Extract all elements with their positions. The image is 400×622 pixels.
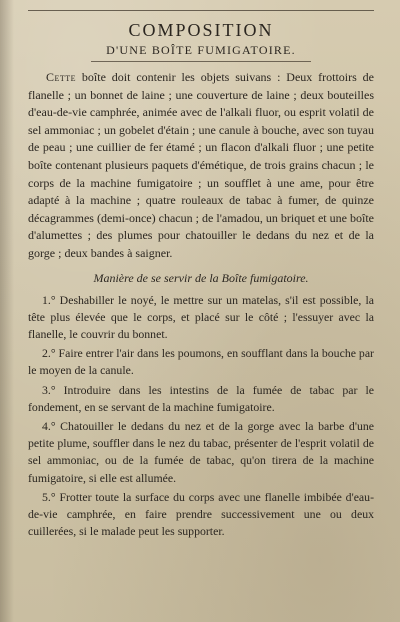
title-divider xyxy=(91,61,311,62)
step-3 xyxy=(28,382,374,416)
step-4 xyxy=(28,418,374,487)
step-2 xyxy=(28,345,374,379)
step-number: 3.° xyxy=(42,382,56,397)
step-text: Frotter toute la surface du corps avec une flanelle imbibée d'eau-de-vie camphrée, en faire prendre successivement une ou deux cuillerées, si le malade peut les supporter. xyxy=(28,489,374,539)
document-subtitle: D'UNE BOÎTE FUMIGATOIRE. xyxy=(106,43,296,57)
step-number: 2.° xyxy=(42,346,56,361)
section-heading: Manière de se servir de la Boîte fumigatoire. xyxy=(93,270,309,285)
step-text: Introduire dans les intestins de la fumée de tabac par le fondement, en se servant de la machine fumigatoire. xyxy=(28,382,374,414)
step-text: Deshabiller le noyé, le mettre sur un matelas, s'il est possible, la tête plus élevée que le corps, et placé sur le côté ; l'essuyer avec la flanelle, le couvrir du bonnet. xyxy=(28,292,374,341)
step-number: 1.° xyxy=(42,292,56,307)
step-5 xyxy=(28,489,374,541)
intro-paragraph xyxy=(28,69,374,263)
document-title: COMPOSITION xyxy=(128,20,274,40)
page-edge-shadow xyxy=(0,0,14,622)
step-text: Faire entrer l'air dans les poumons, en soufflant dans la bouche par le moyen de la canule. xyxy=(28,346,374,378)
intro-text: boîte doit contenir les objets suivans : Deux frottoirs de flanelle ; un bonnet de laine ; une couverture de laine ; deux bouteilles d'eau-de-vie camphrée, animée avec de l'alkali fluor, ou esprit volatil de sel ammoniac ; un gobelet d'étain ; une canule à bouche, avec son tuyau de peau ; une cuillier de fer étamé ; un flacon d'alkali fluor ; une petite boîte contenant plusieurs paquets d'émétique, de trois grains chacun ; le corps de la machine fumigatoire ; un soufflet à une ame, pour être adapté à la machine ; quatre rouleaux de tabac à fumer, de quinze décagrammes (demi-once) chacun ; de l'amadou, un briquet et une boîte d'alumettes ; des plumes pour chatouiller le dedans du nez et de la gorge ; deux bandes à saigner. xyxy=(28,70,374,260)
intro-lead-word: Cette xyxy=(46,70,77,84)
step-number: 4.° xyxy=(42,418,56,433)
top-rule xyxy=(28,10,374,11)
step-1 xyxy=(28,292,374,344)
step-text: Chatouiller le dedans du nez et de la gorge avec la barbe d'une petite plume, souffler dans le nez du tabac, présenter de l'esprit volatil de sel ammoniac, ou de la fumée de tabac, qu'on tirera de la machine fumigatoire, si elle est allumée. xyxy=(28,418,374,485)
step-number: 5.° xyxy=(42,489,56,504)
